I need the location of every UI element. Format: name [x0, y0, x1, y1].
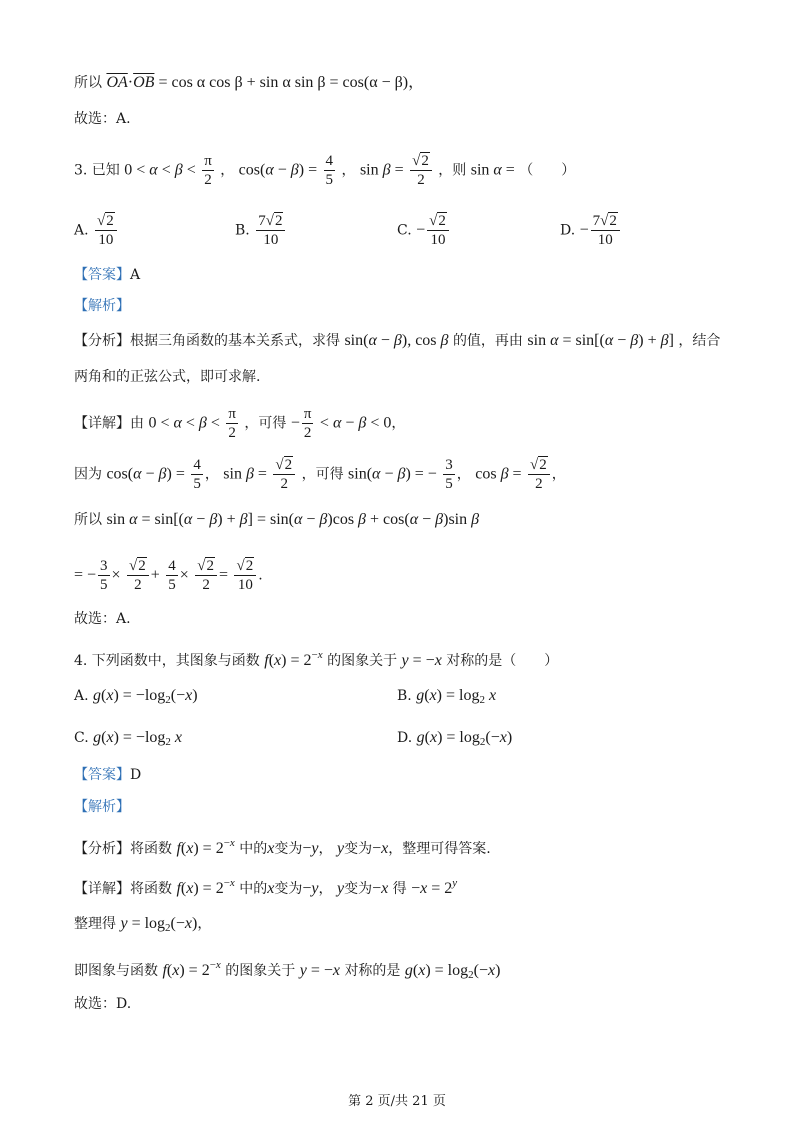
choose-answer-d: 故选：D.	[74, 996, 132, 1012]
analysis-tag-3: 【解析】	[74, 298, 130, 314]
question-4-stem: 4. 下列函数中，其图象与函数 $f(x) = 2^{-x}$ 的图象关于 y = −x 对称的是（ ）	[74, 649, 559, 669]
option-4b: B. $g(x) = \log_2 x$	[397, 687, 497, 706]
xiangjie-4: 【详解】将函数 $f(x) = 2^{-x}$ 中的x变为−y， y变为−x 得 $-x = 2^y$	[74, 877, 458, 897]
xiangjie-4-line2: 整理得 $y = \log_2(-x)$，	[74, 915, 212, 934]
xiangjie-3-line3: 所以 sin α = sin[(α − β) + β] = sin(α − β)cos β + cos(α − β)sin β	[74, 511, 480, 528]
choose-answer-a-2: 故选：A.	[74, 611, 131, 627]
math-dot-product: $\overline{OA}\cdot\overline{OB} = \cos \alpha$ cos β + sin α sin β = cos(α − β)，	[106, 74, 425, 91]
fenxi-4: 【分析】将函数 $f(x) = 2^{-x}$ 中的x变为−y， y变为−x，整理可得答案.	[74, 837, 491, 857]
xiangjie-3-line2: 因为 cos(α − β) = $\frac{4}{5}$ ， sin β = $\frac{√2}{2}$ ，可得 sin(α − β) = − $\frac{3}{5}$ ， cos β = $\frac{√2}{2}$ ，	[74, 457, 566, 492]
option-3c: C. − $\frac{√2}{10}$	[397, 212, 451, 249]
xiangjie-3-line4: = − $\frac{3}{5}$ × $\frac{√2}{2}$ + $\frac{4}{5}$ × $\frac{√2}{2}$ = $\frac{√2}{10}$ .	[74, 558, 263, 593]
text-so: 所以	[74, 75, 102, 91]
option-4c: C. $g(x) = -\log_2$ x	[74, 729, 182, 748]
option-3d: D. − $\frac{7√2}{10}$	[560, 212, 622, 249]
page-footer: 第 2 页/共 21 页	[348, 1094, 446, 1109]
fenxi-3-line2: 两角和的正弦公式，即可求解.	[74, 369, 261, 385]
answer-4: 【答案】D	[74, 767, 142, 783]
fenxi-3: 【分析】根据三角函数的基本关系式，求得 sin(α − β), cos β 的值，再由 sin α = sin[(α − β) + β] ，结合	[74, 332, 721, 349]
choose-answer-a: 故选：A.	[74, 111, 131, 127]
xiangjie-3: 【详解】由 0 < α < β < $\frac{\pi}{2}$ ，可得 − $\frac{\pi}{2}$ < α − β < 0，	[74, 406, 406, 441]
option-4d: D. $g(x) = \log_2(-x)$	[397, 729, 513, 748]
option-3b: B. $\frac{7√2}{10}$	[235, 212, 287, 249]
frac-pi-over-2: $\frac{\pi}{2}$	[204, 153, 212, 188]
analysis-tag-4: 【解析】	[74, 799, 130, 815]
question-3-stem: 3. 已知 0 < α < β < $\frac{\pi}{2}$ ， cos(α − β) = $\frac{4}{5}$ ， sin β = $\frac{√2}{2}$ ，则 sin α = （ ）	[74, 153, 576, 188]
option-3a: A. $\frac{√2}{10}$	[74, 212, 119, 249]
answer-3: 【答案】A	[74, 267, 141, 283]
option-4a: A. $g(x) = -\log_2(-x)$	[74, 687, 198, 706]
line-dot-product	[74, 73, 424, 93]
xiangjie-4-line3: 即图象与函数 $f(x) = 2^{-x}$ 的图象关于 y = −x 对称的是 $g(x) = \log_2(-x)$	[74, 959, 501, 981]
